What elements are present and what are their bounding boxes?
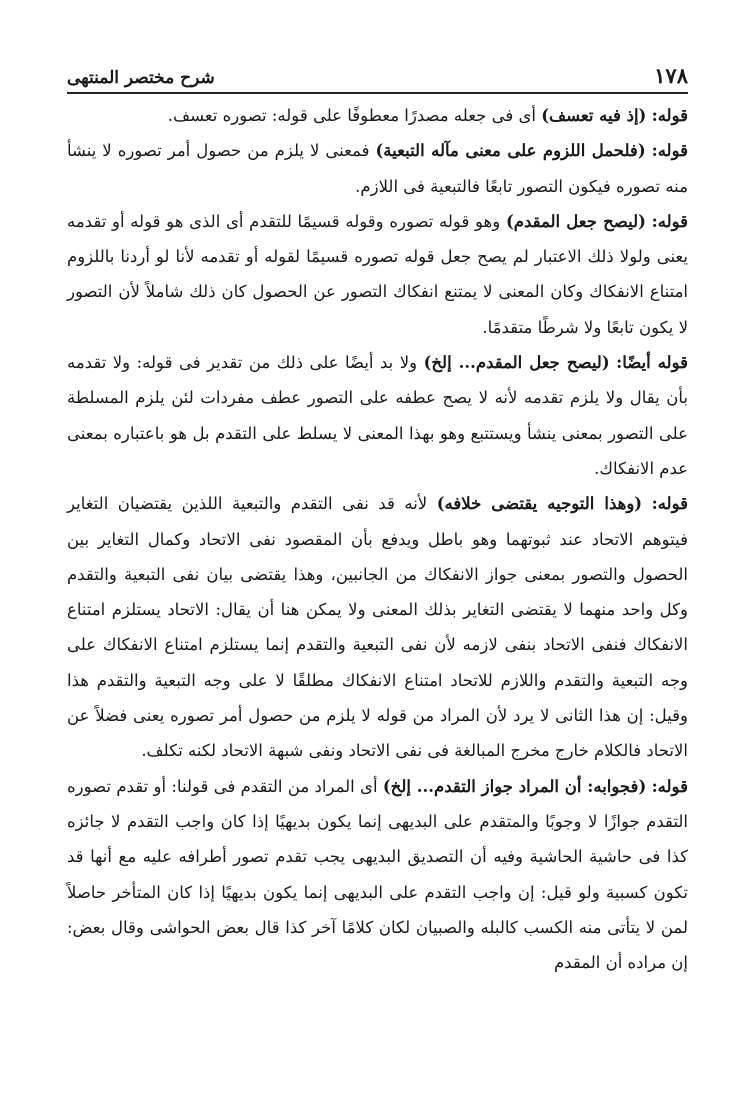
paragraph-text: لأنه قد نفى التقدم والتبعية اللذين يقتضيان التغاير فيتوهم الاتحاد عند ثبوتهما وهو باطل ويدفع بأن المقصود نفى الاتحاد وكمال التغاير بين الحصول والتصور بمعنى جواز الانفكاك من الجانبين، وهذا يقتضى بيان نفى التبعية والتقدم وكل واحد منهما لا يقتضى التغاير بذلك المعنى ولا يمكن هنا أن يقال: الاتحاد يستلزم امتناع الانفكاك فنفى الاتحاد بنفى لازمه لأن نفى التبعية والتقدم إنما يستلزم امتناع الانفكاك على وجه التبعية والتقدم واللازم للاتحاد امتناع الانفكاك مطلقًا لا على وجه التبعية والتقدم هذا وقيل: إن هذا الثانى لا يرد لأن المراد من قوله لا يلزم من حصول أمر تصوره يعنى فضلاً عن الاتحاد فالكلام خارج مخرج المبالغة فى نفى الاتحاد ونفى شبهة الاتحاد لكنه تكلف.	[67, 494, 688, 761]
paragraph-keyword: قوله:	[651, 141, 689, 161]
paragraph	[67, 486, 688, 768]
paragraph-keyword: قوله:	[651, 211, 689, 231]
paragraph-lemma: (فجوابه: أن المراد جواز التقدم... إلخ)	[382, 776, 647, 796]
main-text	[67, 98, 688, 980]
paragraph-keyword: قوله:	[651, 494, 688, 514]
page-header	[67, 58, 688, 94]
paragraph-text: ولا بد أيضًا على ذلك من تقدير فى قوله: ولا تقدمه بأن يقال ولا يلزم تقدمه لأنه لا يصح عطفه على التصور عطف مفردات لئن يلزم المسلطة على التصور بمعنى ينشأ ويستتبع وهو بهذا المعنى لا يسلط على التقدم بل هو باعتباره بمعنى عدم الانفكاك.	[67, 353, 688, 478]
page-number: ١٧٨	[654, 63, 688, 88]
paragraph-text: أى المراد من التقدم فى قولنا: أو تقدم تصوره التقدم جوازًا لا وجوبًا والمتقدم على البديهى إنما يكون بديهيًا إذا كان واجب التقدم لا جائزه كذا فى حاشية الحاشية وفيه أن التصديق البديهى يجب تقدم تصور أطرافه عليه مع أنها قد تكون كسبية ولو قيل: إن واجب التقدم على البديهى إنما يكون بديهيًا إذا كان المتأخر حاصلاً لمن لا يتأتى منه الكسب كالبله والصبيان لكان كلامًا آخر كذا قال بعض الحواشى وقال بعض: إن مراده أن المقدم	[67, 776, 688, 973]
paragraph	[67, 769, 688, 981]
paragraph-lemma: (ليصح جعل المقدم... إلخ)	[423, 353, 610, 373]
paragraph	[67, 98, 688, 133]
paragraph-text: أى فى جعله مصدرًا معطوفًا على قوله: تصوره تعسف.	[167, 106, 536, 125]
paragraph-lemma: (إذ فيه تعسف)	[541, 106, 647, 125]
paragraph-text: وهو قوله تصوره وقوله قسيمًا للتقدم أى الذى هو قوله أو تقدمه يعنى ولولا ذلك الاعتبار لم يصح جعل قوله تصوره قسيمًا لقوله أو تقدمه لأنا لو أردنا باللزوم امتناع الانفكاك وكان المعنى لا يمتنع انفكاك التصور عن الحصول كان ذلك شاملاً لأن التصور لا يكون تابعًا ولا شرطًا متقدمًا.	[67, 211, 688, 337]
paragraph-keyword: قوله أيضًا:	[616, 353, 688, 373]
paragraph-text: فمعنى لا يلزم من حصول أمر تصوره لا ينشأ منه تصوره فيكون التصور تابعًا فالتبعية فى اللازم.	[67, 141, 688, 196]
paragraph	[67, 345, 688, 486]
paragraph-keyword: قوله:	[651, 106, 688, 125]
paragraph	[67, 133, 688, 204]
running-title: شرح مختصر المنتهى	[67, 68, 215, 88]
paragraph-keyword: قوله:	[651, 776, 688, 796]
paragraph-lemma: (فلحمل اللزوم على معنى مآله التبعية)	[375, 141, 646, 161]
paragraph	[67, 204, 688, 345]
paragraph-lemma: (وهذا التوجيه يقتضى خلافه)	[436, 494, 643, 514]
paragraph-lemma: (ليصح جعل المقدم)	[505, 211, 646, 231]
